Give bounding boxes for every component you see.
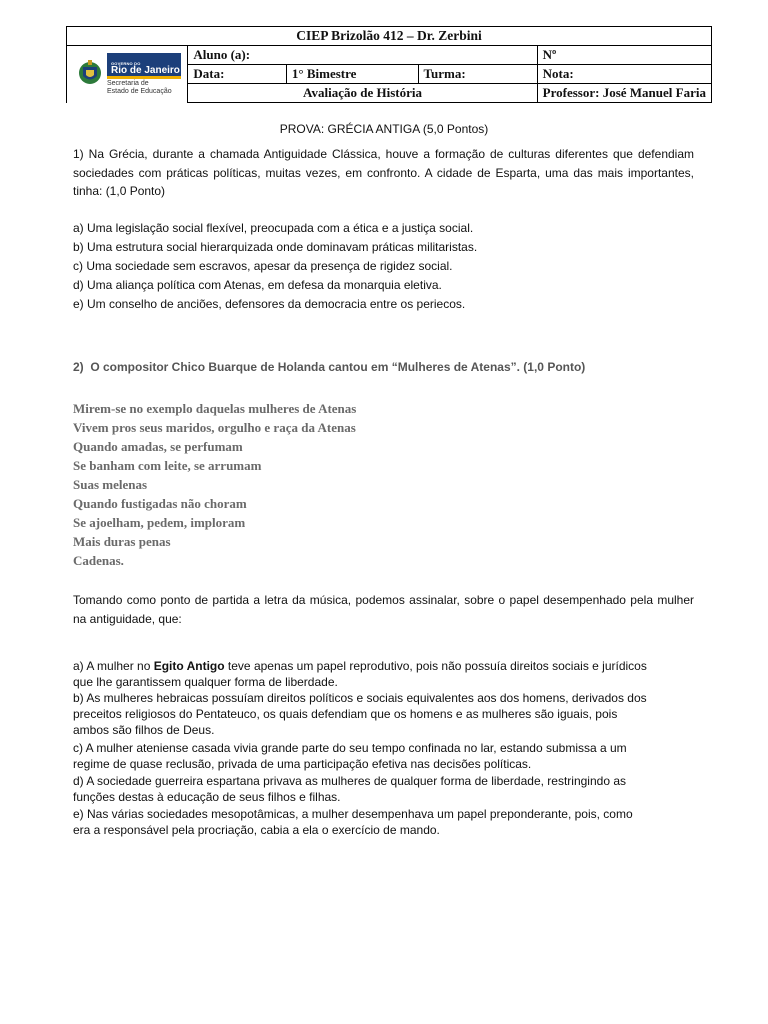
poem-line: Mirem-se no exemplo daquelas mulheres de Atenas <box>73 401 357 416</box>
question-2-heading <box>73 358 694 377</box>
question-2-prompt: Tomando como ponto de partida a letra da música, podemos assinalar, sobre o papel desempenhado pela mulher na antiguidade, que: <box>73 593 694 626</box>
option-a-text-cont: teve apenas um papel reprodutivo, pois não possuía direitos sociais e jurídicos <box>224 659 647 673</box>
exam-header <box>66 26 712 103</box>
poem-line: Se banham com leite, se arrumam <box>73 458 262 473</box>
logo-sub1: Secretaria de <box>107 79 149 87</box>
logo-line2: Rio de Janeiro <box>111 64 180 76</box>
class-field[interactable]: Turma: <box>418 65 537 84</box>
question-2-option-c-cont: regime de quase reclusão, privada de uma participação efetiva nas decisões políticas. <box>73 757 532 771</box>
question-2-option-a-cont: que lhe garantissem qualquer forma de liberdade. <box>73 675 338 689</box>
logo-line1: GOVERNO DO <box>111 60 141 66</box>
question-1-text: 1) Na Grécia, durante a chamada Antiguidade Clássica, houve a formação de culturas diferentes que defendiam sociedades com práticas políticas, muitas vezes, em confronto. A cidade de Esparta, uma das mais importantes, tinha: (1,0 Ponto) <box>73 147 694 198</box>
logo-cell <box>67 46 188 103</box>
question-1-option-b[interactable]: b) Uma estrutura social hierarquizada onde dominavam práticas militaristas. <box>73 240 478 254</box>
question-2-text: O compositor Chico Buarque de Holanda cantou em “Mulheres de Atenas”. (1,0 Ponto) <box>90 360 586 374</box>
school-name: CIEP Brizolão 412 – Dr. Zerbini <box>67 27 712 46</box>
poem-line: Quando fustigadas não choram <box>73 496 247 511</box>
question-2-option-b-cont: ambos são filhos de Deus. <box>73 723 215 737</box>
question-2-option-e-cont: era a responsável pela procriação, cabia a ela o exercício de mando. <box>73 823 440 837</box>
grade-field[interactable]: Nota: <box>537 65 711 84</box>
student-name-field[interactable]: Aluno (a): <box>188 46 537 65</box>
poem-line: Quando amadas, se perfumam <box>73 439 243 454</box>
logo-subtitle <box>107 80 181 96</box>
question-2-option-c[interactable]: c) A mulher ateniense casada vivia grande parte do seu tempo confinada no lar, estando submissa a um <box>73 741 627 755</box>
question-1-option-c[interactable]: c) Uma sociedade sem escravos, apesar da presença de rigidez social. <box>73 259 453 273</box>
poem-line: Cadenas. <box>73 553 124 568</box>
exam-subject: Avaliação de História <box>188 84 537 103</box>
coat-of-arms-icon <box>77 58 103 90</box>
question-1-option-a[interactable]: a) Uma legislação social flexível, preocupada com a ética e a justiça social. <box>73 221 474 235</box>
poem-line: Vivem pros seus maridos, orgulho e raça da Atenas <box>73 420 356 435</box>
exam-title: PROVA: GRÉCIA ANTIGA (5,0 Pontos) <box>279 122 489 136</box>
student-number-field[interactable]: Nº <box>537 46 711 65</box>
date-field[interactable]: Data: <box>188 65 287 84</box>
poem-line: Suas melenas <box>73 477 148 492</box>
question-1-option-d[interactable]: d) Uma aliança política com Atenas, em defesa da monarquia eletiva. <box>73 278 442 292</box>
logo-sub2: Estado de Educação <box>107 87 172 95</box>
logo-banner <box>107 53 181 79</box>
government-logo <box>67 53 187 96</box>
question-2-option-e[interactable]: e) Nas várias sociedades mesopotâmicas, a mulher desempenhava um papel preponderante, pois, como <box>73 807 633 821</box>
question-2-option-d[interactable]: d) A sociedade guerreira espartana privava as mulheres de qualquer forma de liberdade, restringindo as <box>73 774 626 788</box>
question-2-option-b-cont: preceitos religiosos do Pentateuco, os quais defendiam que os homens e as mulheres são iguais, pois <box>73 707 618 721</box>
teacher-name: Professor: José Manuel Faria <box>537 84 711 103</box>
option-a-emphasis: Egito Antigo <box>153 659 225 673</box>
question-1-option-e[interactable]: e) Um conselho de anciões, defensores da democracia entre os periecos. <box>73 297 466 311</box>
poem-line: Mais duras penas <box>73 534 171 549</box>
poem-line: Se ajoelham, pedem, imploram <box>73 515 246 530</box>
bimester-label: 1° Bimestre <box>286 65 418 84</box>
question-2-option-d-cont: funções destas à educação de seus filhos e filhas. <box>73 790 341 804</box>
option-a-text: a) A mulher no <box>73 659 154 673</box>
question-2-number: 2) <box>73 360 84 374</box>
header-table <box>66 26 712 103</box>
question-2-option-b[interactable]: b) As mulheres hebraicas possuíam direitos políticos e sociais equivalentes aos dos homens, derivados dos <box>73 691 647 705</box>
